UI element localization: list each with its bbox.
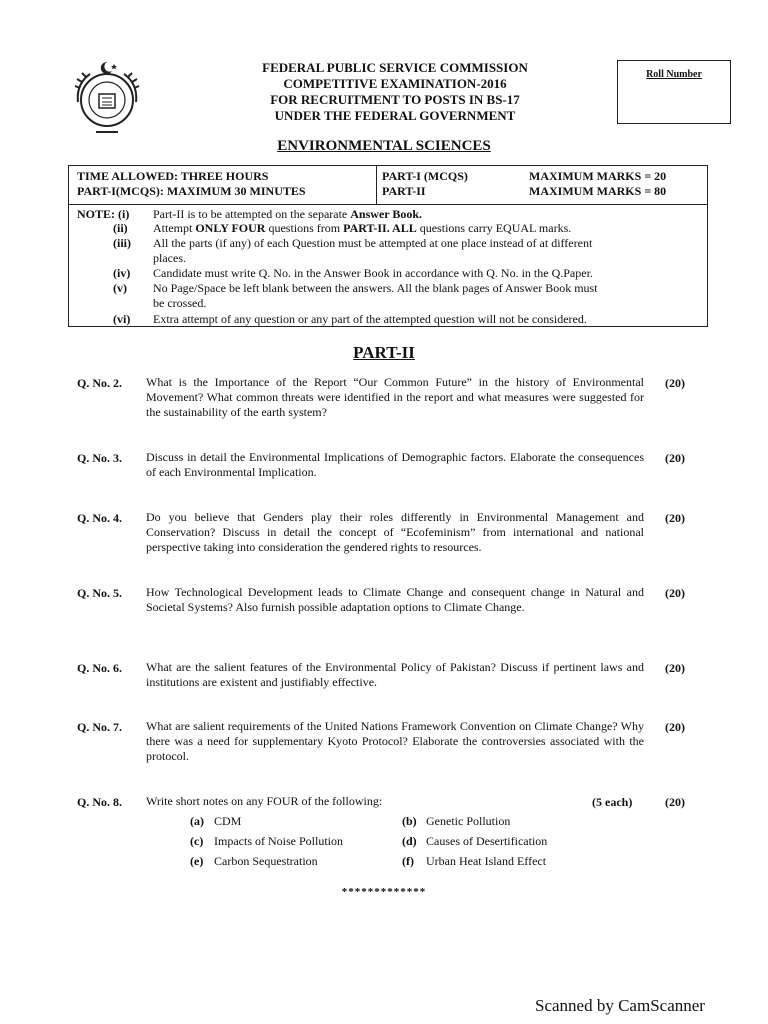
note-number: (iv)	[113, 266, 131, 280]
question-number: Q. No. 7.	[77, 720, 122, 734]
note-text	[153, 312, 701, 327]
note-text-b1: ONLY FOUR	[195, 221, 266, 235]
question-text: What are salient requirements of the United Nations Framework Convention on Climate Change? Why there was a need for supplementary Kyoto Protocol? Elaborate the controversies associated with the protocol.	[146, 719, 644, 763]
short-note-label: (c)	[190, 834, 204, 848]
question-number: Q. No. 6.	[77, 661, 122, 675]
short-note-text: Urban Heat Island Effect	[426, 854, 547, 868]
short-note-label: (d)	[402, 834, 417, 848]
short-note-item	[402, 834, 547, 849]
question-marks: (20)	[665, 451, 685, 465]
header-line-1: FEDERAL PUBLIC SERVICE COMMISSION	[262, 60, 528, 75]
q8-each-marks: (5 each)	[592, 795, 633, 809]
part-title: PART-II	[353, 343, 415, 362]
part2-label: PART-II	[382, 184, 426, 198]
question-text: Do you believe that Genders play their roles differently in Environmental Management and Conservation? Discuss in detail the concept of “Ecofeminism” from international and national perspective taking into consideration the gendered rights to resources.	[146, 510, 644, 554]
note-text	[153, 281, 701, 296]
short-note-item	[402, 814, 510, 829]
note-text	[153, 251, 701, 266]
note-text-pre: Part-II is to be attempted on the separate	[153, 207, 351, 221]
short-note-text: Causes of Desertification	[426, 834, 548, 848]
end-mark: *************	[341, 886, 427, 898]
question-number: Q. No. 5.	[77, 586, 122, 600]
note-text	[153, 207, 701, 222]
q8-number: Q. No. 8.	[77, 795, 122, 809]
time-allowed: TIME ALLOWED: THREE HOURS	[77, 169, 269, 183]
question-number: Q. No. 2.	[77, 376, 122, 390]
question-text: What are the salient features of the Environmental Policy of Pakistan? Discuss if pertinent laws and institutions are existent and justifiably effective.	[146, 660, 644, 689]
short-note-label: (f)	[402, 854, 414, 868]
note-text-pre: be crossed.	[153, 296, 207, 310]
commission-seal-icon	[66, 58, 148, 140]
note-text-pre: All the parts (if any) of each Question must be attempted at one place instead of at different	[153, 236, 593, 250]
note-number: (v)	[113, 281, 127, 295]
short-note-label: (e)	[190, 854, 204, 868]
short-note-text: Genetic Pollution	[426, 814, 511, 828]
note-text	[153, 296, 701, 311]
note-text	[153, 236, 701, 251]
question-text: How Technological Development leads to Climate Change and consequent change in Natural and Societal Systems? Also furnish possible adaptation options to Climate Change.	[146, 585, 644, 614]
roll-number-box	[617, 60, 731, 124]
subject-title: ENVIRONMENTAL SCIENCES	[277, 138, 491, 154]
note-number: (iii)	[113, 236, 131, 250]
question-marks: (20)	[665, 661, 685, 675]
q8-text: Write short notes on any FOUR of the following:	[146, 794, 383, 808]
note-text	[153, 221, 701, 236]
note-number: (vi)	[113, 312, 131, 326]
part1-label: PART-I (MCQS)	[382, 169, 468, 183]
note-number: NOTE: (i)	[77, 207, 130, 221]
note-text-pre: Extra attempt of any question or any part of the attempted question will not be considered.	[153, 312, 587, 326]
note-text-b1: Answer Book.	[350, 207, 423, 221]
note-text-pre: places.	[153, 251, 186, 265]
exam-info-divider	[376, 166, 377, 204]
question-marks: (20)	[665, 720, 685, 734]
note-text-post: questions carry EQUAL marks.	[416, 221, 572, 235]
question-number: Q. No. 4.	[77, 511, 122, 525]
short-note-item	[190, 834, 343, 849]
question-text: What is the Importance of the Report “Our Common Future” in the history of Environmental Movement? What common threats were identified in the report and what measures were suggested for the sustainability of the earth system?	[146, 375, 644, 419]
note-text	[153, 266, 701, 281]
note-text-pre: Attempt	[153, 221, 196, 235]
short-note-text: CDM	[214, 814, 242, 828]
note-text-b2: PART-II. ALL	[343, 221, 417, 235]
roll-number-label: Roll Number	[646, 69, 702, 80]
short-note-label: (b)	[402, 814, 417, 828]
scanner-footer: Scanned by CamScanner	[535, 996, 705, 1015]
exam-info-box	[68, 165, 708, 327]
header-line-4: UNDER THE FEDERAL GOVERNMENT	[274, 108, 516, 123]
question-marks: (20)	[665, 586, 685, 600]
header-line-3: FOR RECRUITMENT TO POSTS IN BS-17	[270, 92, 520, 107]
part1-time: PART-I(MCQS): MAXIMUM 30 MINUTES	[77, 184, 306, 198]
short-note-item	[402, 854, 546, 869]
question-text: Discuss in detail the Environmental Implications of Demographic factors. Elaborate the consequences of each Environmental Implication.	[146, 450, 644, 479]
part2-marks: MAXIMUM MARKS = 80	[529, 184, 667, 198]
note-text-mid: questions from	[265, 221, 344, 235]
note-text-pre: No Page/Space be left blank between the answers. All the blank pages of Answer Book must	[153, 281, 598, 295]
question-number: Q. No. 3.	[77, 451, 122, 465]
short-note-label: (a)	[190, 814, 204, 828]
short-note-text: Impacts of Noise Pollution	[214, 834, 343, 848]
short-note-text: Carbon Sequestration	[214, 854, 318, 868]
question-marks: (20)	[665, 511, 685, 525]
short-note-item	[190, 854, 318, 869]
header-line-2: COMPETITIVE EXAMINATION-2016	[283, 76, 507, 91]
question-marks: (20)	[665, 376, 685, 390]
note-number: (ii)	[113, 221, 128, 235]
part1-marks: MAXIMUM MARKS = 20	[529, 169, 667, 183]
short-note-item	[190, 814, 241, 829]
q8-marks: (20)	[665, 795, 685, 809]
note-text-pre: Candidate must write Q. No. in the Answer Book in accordance with Q. No. in the Q.Paper.	[153, 266, 593, 280]
